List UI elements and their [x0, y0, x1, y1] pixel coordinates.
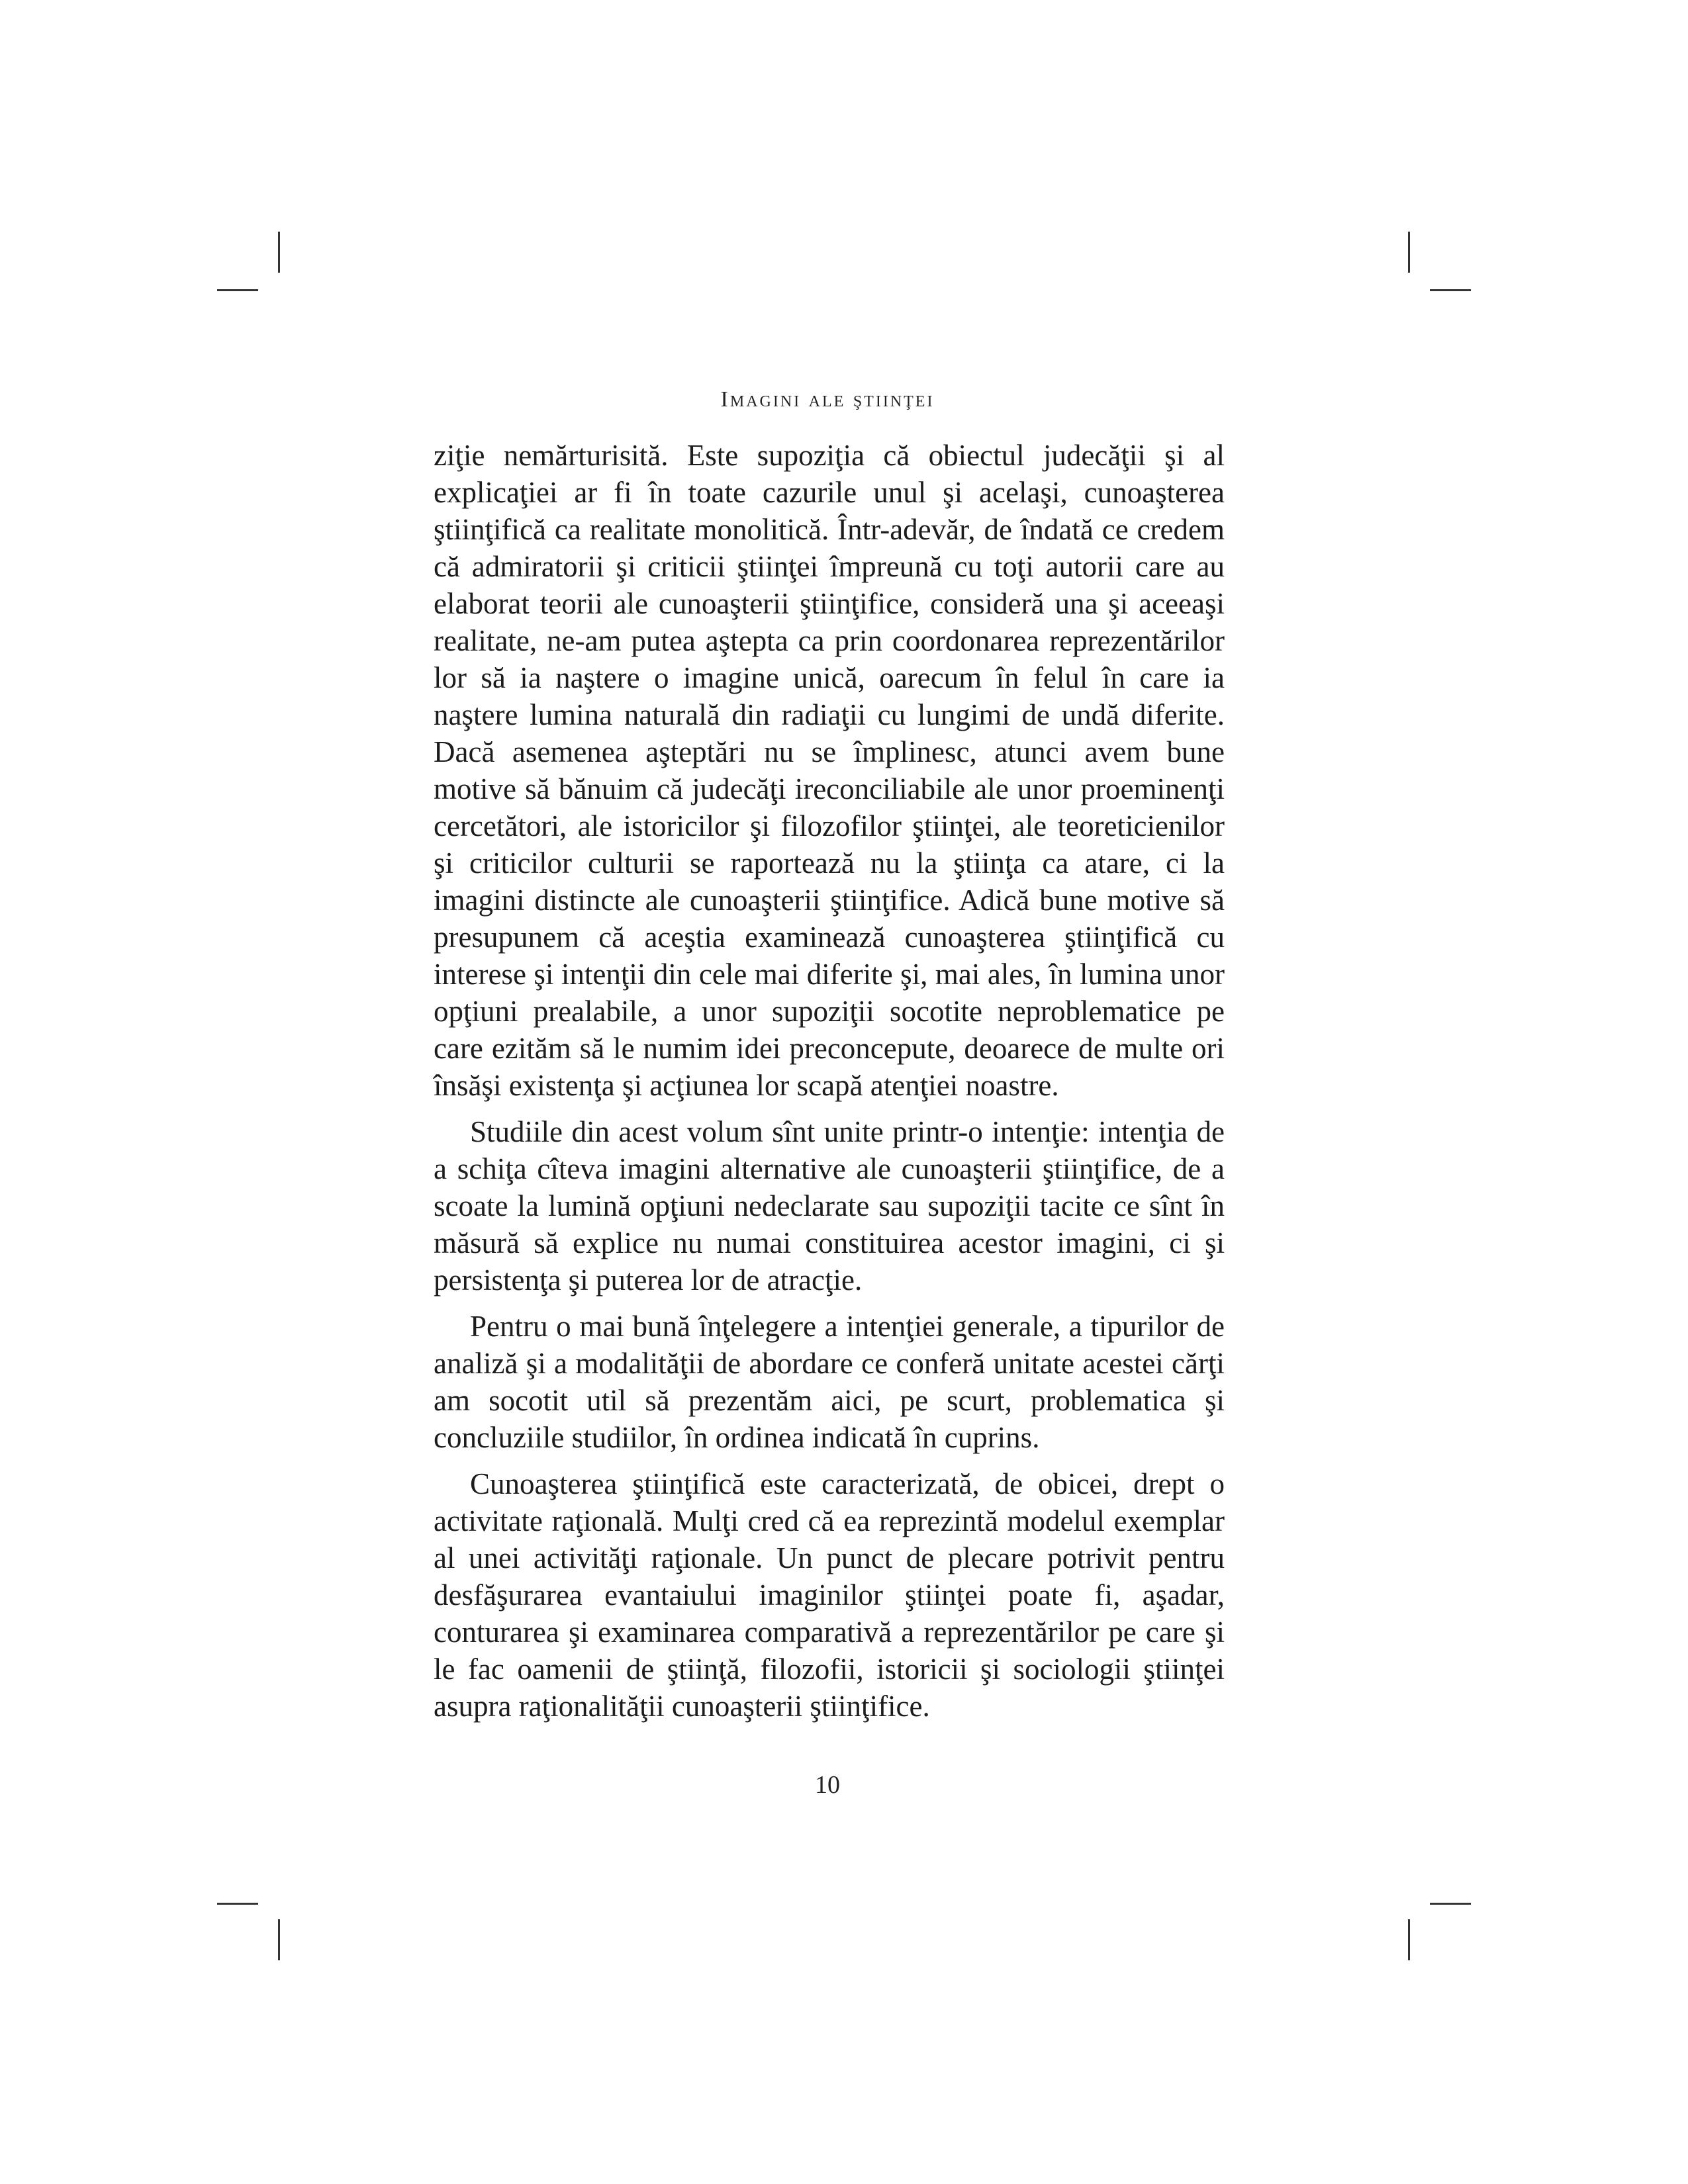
- crop-mark-top-right-horizontal: [1430, 289, 1471, 291]
- crop-mark-bottom-right-vertical: [1408, 1919, 1410, 1960]
- crop-mark-top-right-vertical: [1408, 232, 1410, 273]
- crop-mark-bottom-right-horizontal: [1430, 1903, 1471, 1905]
- crop-mark-bottom-left-vertical: [278, 1919, 280, 1960]
- paragraph-3: Pentru o mai bună înţelegere a intenţiei generale, a tipurilor de analiză şi a modalităţii de abordare ce conferă unitate acestei cărţi am socotit util să prezentăm aici, pe scurt, problematica şi concluziile studiilor, în ordinea indicată în cuprins.: [434, 1310, 1225, 1454]
- paragraph-2: Studiile din acest volum sînt unite printr-o intenţie: intenţia de a schiţa cîteva imagini alternative ale cunoaşterii ştiinţifice, de a scoate la lumină opţiuni nedeclarate sau supoziţii tacite ce sînt în măsură să explice nu numai constituirea acestor imagini, ci şi persistenţa şi puterea lor de atracţie.: [434, 1115, 1225, 1297]
- crop-mark-top-left-vertical: [278, 232, 280, 273]
- paragraph-1: ziţie nemărturisită. Este supoziţia că obiectul judecăţii şi al explicaţiei ar fi în toate cazurile unul şi acelaşi, cunoaşterea ştiinţifică ca realitate monolitică. Într-adevăr, de îndată ce credem că admiratorii şi criticii ştiinţei împreună cu toţi autorii care au elaborat teorii ale cunoaşterii ştiinţifice, consideră una şi aceeaşi realitate, ne-am putea aştepta ca prin coordonarea reprezentărilor lor să ia naştere o imagine unică, oarecum în felul în care ia naştere lumina naturală din radiaţii cu lungimi de undă diferite. Dacă asemenea aşteptări nu se împlinesc, atunci avem bune motive să bănuim că judecăţi ireconciliabile ale unor proeminenţi cercetători, ale istoricilor şi filozofilor ştiinţei, ale teoreticienilor şi criticilor culturii se raportează nu la ştiinţa ca atare, ci la imagini distincte ale cunoaşterii ştiinţifice. Adică bune motive să presupunem că aceştia examinează cunoaşterea ştiinţifică cu interese şi intenţii din cele mai diferite şi, mai ales, în lumina unor opţiuni prealabile, a unor supoziţii socotite neproblematice pe care ezităm să le numim idei preconcepute, deoarece de multe ori însăşi existenţa şi acţiunea lor scapă atenţiei noastre.: [434, 439, 1225, 1102]
- paragraph-4: Cunoaşterea ştiinţifică este caracterizată, de obicei, drept o activitate raţională. Mulţi cred că ea reprezintă modelul exemplar al unei activităţi raţionale. Un punct de plecare potrivit pentru desfăşurarea evantaiului imaginilor ştiinţei poate fi, aşadar, conturarea şi examinarea comparativă a reprezentărilor pe care şi le fac oamenii de ştiinţă, filozofii, istoricii şi sociologii ştiinţei asupra raţionalităţii cunoaşterii ştiinţifice.: [434, 1467, 1225, 1723]
- running-head: Imagini ale ştiinţei: [720, 387, 935, 412]
- crop-mark-bottom-left-horizontal: [217, 1903, 258, 1905]
- page-number: 10: [815, 1771, 840, 1799]
- body-text: [434, 437, 1225, 1734]
- crop-mark-top-left-horizontal: [217, 289, 258, 291]
